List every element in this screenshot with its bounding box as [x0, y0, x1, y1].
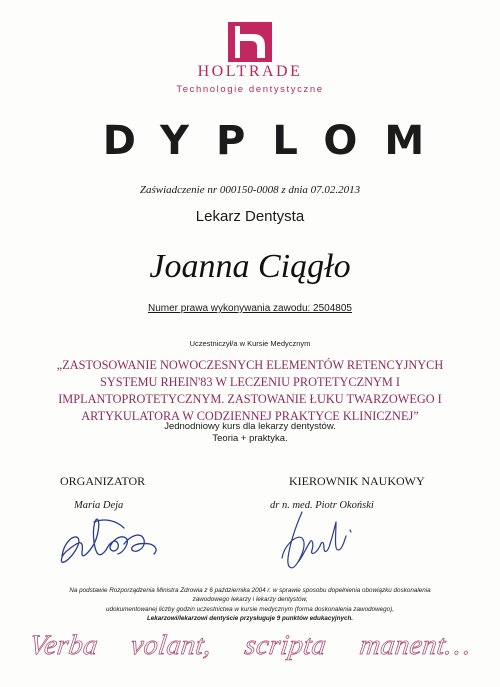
organizer-label: ORGANIZATOR: [60, 474, 146, 488]
course-title-line: IMPLANTOPROTETYCZNYM. ZASTOWANIE ŁUKU TWARZOWEGO I: [58, 392, 442, 406]
legal-line: zawodowego lekarzy i lekarzy dentystów,: [192, 596, 308, 604]
course-type: Jednodniowy kurs dla lekarzy dentystów.: [164, 421, 336, 432]
latin-motto: [0, 630, 500, 662]
course-title-line: „ZASTOSOWANIE NOWOCZESNYCH ELEMENTÓW RETENCYJNYCH: [56, 358, 444, 372]
diploma-title: DYPLOM: [102, 118, 452, 164]
manager-signature: [272, 508, 362, 578]
legal-line-points: Lekarzowi/lekarzowi dentyście przysługuje 9 punktów edukacyjnych.: [146, 615, 354, 623]
brand-tagline: Technologie dentystyczne: [176, 84, 324, 95]
recipient-name: Joanna Ciągło: [149, 248, 351, 285]
motto-word: scripta: [242, 630, 329, 661]
organizer-signature: [54, 508, 164, 578]
course-title-line: ARTYKULATORA W CODZIENNEJ PRAKTYCE KLINICZNEJ”: [81, 409, 419, 423]
legal-line: Na podstawie Rozporządzenia Ministra Zdrowia z 6 października 2004 r. w sprawie sposobu dopełnienia obowiązku doskonalenia: [69, 587, 431, 594]
certificate-number: Zaświadczenie nr 000150-0008 z dnia 07.02.2013: [139, 184, 361, 196]
course-title: [0, 357, 500, 425]
course-title-line: SYSTEMU RHEIN'83 W LECZENIU PROTETYCZNYM I: [100, 375, 400, 389]
holtrade-logo-icon: [228, 22, 272, 62]
course-scope: Teoria + praktyka.: [212, 433, 288, 444]
manager-label: KIEROWNIK NAUKOWY: [289, 474, 425, 488]
participation-text: Uczestniczył/a w Kursie Medycznym: [189, 339, 311, 348]
license-number: [0, 303, 500, 314]
manager-name: dr n. med. Piotr Okoński: [270, 500, 374, 511]
motto-word: Verba: [27, 630, 100, 661]
course-description: [0, 421, 500, 445]
license-text: Numer prawa wykonywania zawodu: 2504805: [147, 303, 352, 314]
brand-name: HOLTRADE: [197, 63, 303, 80]
legal-line: udokumentowanej liczby godzin uczestnictwa w kursie medycznym (forma doskonalenia zawodowego),: [105, 605, 395, 613]
motto-word: manent…: [357, 630, 473, 661]
profession: Lekarz Dentysta: [195, 208, 305, 225]
motto-word: volant,: [128, 630, 214, 661]
organizer-name: Maria Deja: [74, 500, 124, 511]
legal-notice: [0, 586, 500, 624]
